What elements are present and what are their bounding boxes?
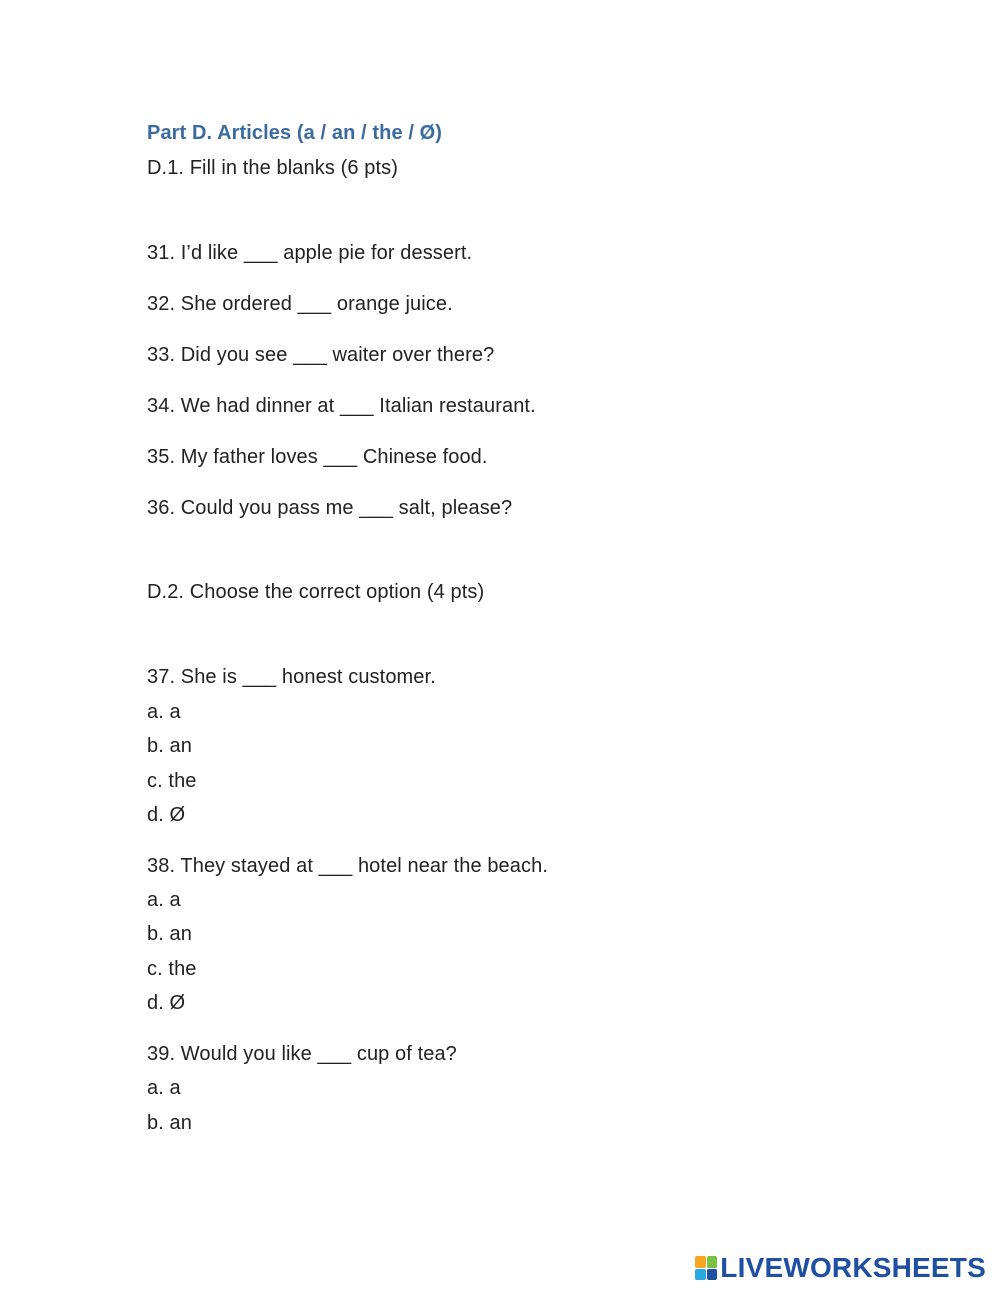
q37-option-b[interactable]: b. an <box>147 735 192 757</box>
question-39: 39. Would you like ___ cup of tea? <box>147 1043 457 1065</box>
section-title: Part D. Articles (a / an / the / Ø) <box>147 122 443 144</box>
question-34: 34. We had dinner at ___ Italian restaurant. <box>147 395 536 417</box>
q39-option-a[interactable]: a. a <box>147 1077 181 1099</box>
question-37: 37. She is ___ honest customer. <box>147 666 436 688</box>
logo-mark-tile <box>707 1256 718 1268</box>
question-35: 35. My father loves ___ Chinese food. <box>147 446 488 468</box>
question-38: 38. They stayed at ___ hotel near the beach. <box>147 855 548 877</box>
d2-instruction: D.2. Choose the correct option (4 pts) <box>147 581 485 603</box>
logo-mark-tile <box>695 1256 706 1268</box>
liveworksheets-logo-text: LIVEWORKSHEETS <box>720 1252 986 1283</box>
q37-option-a[interactable]: a. a <box>147 701 181 723</box>
q38-option-c[interactable]: c. the <box>147 958 197 980</box>
q38-option-b[interactable]: b. an <box>147 923 192 945</box>
question-36: 36. Could you pass me ___ salt, please? <box>147 497 513 519</box>
q39-option-b[interactable]: b. an <box>147 1112 192 1134</box>
question-33: 33. Did you see ___ waiter over there? <box>147 344 495 366</box>
liveworksheets-logo-icon <box>695 1256 717 1280</box>
logo-mark-tile <box>707 1269 718 1281</box>
q38-option-a[interactable]: a. a <box>147 889 181 911</box>
q37-option-c[interactable]: c. the <box>147 770 197 792</box>
q38-option-d[interactable]: d. Ø <box>147 992 186 1014</box>
liveworksheets-logo[interactable] <box>695 1254 986 1282</box>
d1-instruction: D.1. Fill in the blanks (6 pts) <box>147 157 398 179</box>
question-31: 31. I’d like ___ apple pie for dessert. <box>147 242 473 264</box>
question-32: 32. She ordered ___ orange juice. <box>147 293 453 315</box>
q37-option-d[interactable]: d. Ø <box>147 804 186 826</box>
logo-mark-tile <box>695 1269 706 1281</box>
